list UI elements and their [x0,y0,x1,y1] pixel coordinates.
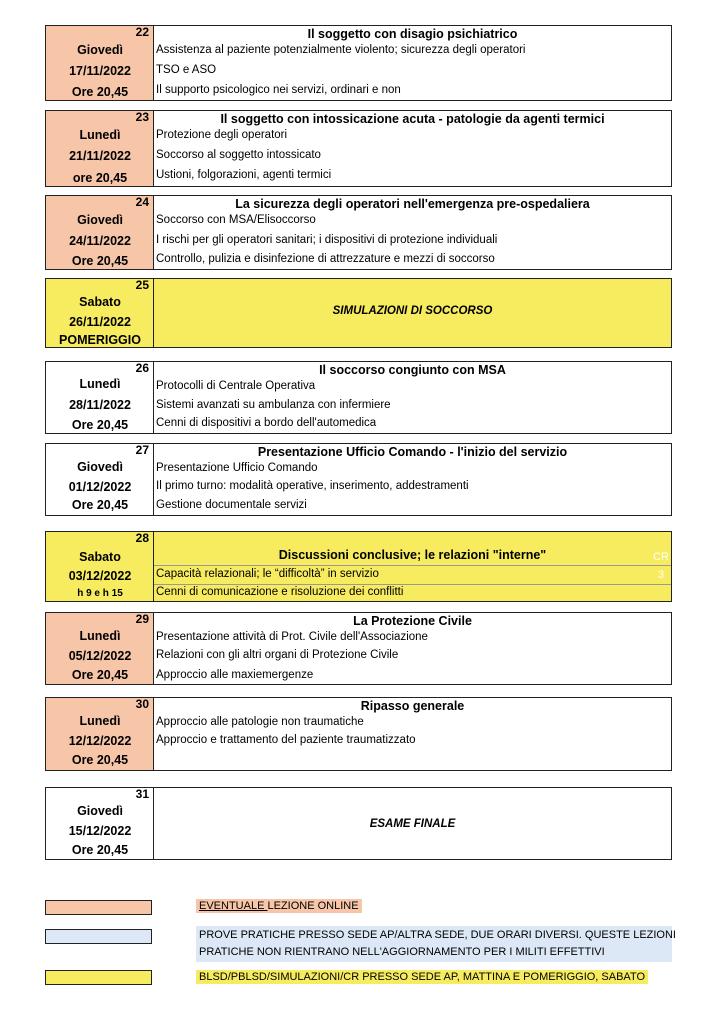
lesson-topic: Soccorso al soggetto intossicato [156,149,321,161]
lesson-topic: Il supporto psicologico nei servizi, ordinari e non [156,84,401,96]
lesson-topic: Approccio alle patologie non traumatiche [156,716,364,728]
lesson-block [45,531,672,602]
lesson-number: 22 [135,25,149,39]
lesson-date: 15/12/2022 [68,824,132,838]
lesson-time: Ore 20,45 [71,85,129,99]
lesson-date-cell [46,613,154,684]
row-divider [154,584,671,585]
lesson-day: Lunedì [79,128,121,142]
lesson-block [45,787,672,860]
lesson-topic: Soccorso con MSA/Elisoccorso [156,214,316,226]
legend-swatch-pratiche [45,929,152,944]
lesson-date: 21/11/2022 [69,149,131,163]
lesson-block [45,443,672,516]
lesson-time: ore 20,45 [72,171,128,185]
legend-swatch-online [45,900,152,915]
lesson-title: La sicurezza degli operatori nell'emergenza pre-ospedaliera [235,197,590,211]
row-divider [154,565,671,566]
lesson-date-cell [46,698,154,770]
lesson-number: 24 [135,195,149,209]
legend-online-label [196,899,362,913]
lesson-date-cell [46,362,154,433]
lesson-day: Sabato [79,295,121,309]
legend-blsd-label: BLSD/PBLSD/SIMULAZIONI/CR PRESSO SEDE AP, MATTINA E POMERIGGIO, SABATO [196,970,648,984]
lesson-topic: Approccio e trattamento del paziente traumatizzato [156,734,416,746]
lesson-topic: Protezione degli operatori [156,129,288,141]
lesson-title: La Protezione Civile [353,614,472,628]
lesson-title: Discussioni conclusive; le relazioni "interne" [278,548,547,562]
legend-online-text: LEZIONE ONLINE [267,900,359,912]
lesson-time: Ore 20,45 [71,753,129,767]
lesson-number: 23 [135,110,149,124]
lesson-topic: TSO e ASO [156,64,217,76]
lesson-day: Giovedì [77,43,123,57]
lesson-block [45,195,672,270]
lesson-topic: Approccio alle maxiemergenze [156,669,314,681]
lesson-topic: Relazioni con gli altri organi di Protezione Civile [156,649,399,661]
lesson-topic: Presentazione attività di Prot. Civile dell'Associazione [156,631,428,643]
lesson-topic: Presentazione Ufficio Comando [156,462,318,474]
lesson-date-cell [46,532,154,601]
lesson-block [45,278,672,348]
lesson-title: Il soggetto con intossicazione acuta - patologie da agenti termici [220,112,605,126]
lesson-topic: Protocolli di Centrale Operativa [156,380,316,392]
lesson-time: Ore 20,45 [71,254,129,268]
lesson-topic: I rischi per gli operatori sanitari; i dispositivi di protezione individuali [156,234,498,246]
legend-pratiche-label [196,926,676,962]
lesson-date: 01/12/2022 [68,480,132,494]
lesson-time: Ore 20,45 [71,843,129,857]
legend-online-underlined: EVENTUALE [199,900,268,912]
lesson-day: Lunedì [79,714,121,728]
lesson-topic: Cenni di dispositivi a bordo dell'automedica [156,417,377,429]
lesson-number: 31 [135,787,149,801]
lesson-title: Il soccorso congiunto con MSA [319,363,506,377]
lesson-date: 05/12/2022 [68,649,132,663]
lesson-date-cell [46,111,154,186]
lesson-title: Il soggetto con disagio psichiatrico [307,27,518,41]
lesson-date: 28/11/2022 [69,398,131,412]
lesson-day: Giovedì [77,213,123,227]
lesson-day: Lunedì [79,377,121,391]
lesson-day: Lunedì [79,629,121,643]
legend-swatch-blsd [45,970,152,985]
lesson-day: Giovedì [77,460,123,474]
lesson-time: h 9 e h 15 [77,588,123,599]
lesson-block [45,110,672,187]
lesson-date: 24/11/2022 [69,234,131,248]
legend-pratiche-line1: PROVE PRATICHE PRESSO SEDE AP/ALTRA SEDE, DUE ORARI DIVERSI. QUESTE LEZIONI [199,929,676,941]
lesson-title: Ripasso generale [360,699,465,713]
lesson-time: Ore 20,45 [71,668,129,682]
lesson-number: 29 [135,612,149,626]
legend-pratiche-line2: PRATICHE NON RIENTRANO NELL'AGGIORNAMENTO PER I MILITI EFFETTIVI [199,946,605,958]
lesson-topic: Assistenza al paziente potenzialmente violento; sicurezza degli operatori [156,44,526,56]
lesson-topic: Ustioni, folgorazioni, agenti termici [156,169,332,181]
lesson-number: 30 [135,697,149,711]
lesson-block [45,612,672,685]
lesson-time: POMERIGGIO [59,333,141,347]
lesson-date-cell [46,279,154,347]
lesson-title: ESAME FINALE [369,818,456,830]
lesson-topic: Sistemi avanzati su ambulanza con infermiere [156,399,391,411]
lesson-topic: Gestione documentale servizi [156,499,307,511]
lesson-number: 25 [135,278,149,292]
lesson-block [45,361,672,434]
lesson-number: 26 [135,361,149,375]
lesson-block [45,697,672,771]
cr-number: 3 [657,569,665,581]
lesson-date: 03/12/2022 [68,569,132,583]
lesson-day: Giovedì [77,804,123,818]
lesson-day: Sabato [79,550,121,564]
lesson-date: 12/12/2022 [68,734,132,748]
lesson-block [45,25,672,101]
lesson-topic: Capacità relazionali; le “difficoltà” in servizio [156,568,379,580]
lesson-number: 28 [135,531,149,545]
lesson-topic: Controllo, pulizia e disinfezione di attrezzature e mezzi di soccorso [156,253,495,265]
cr-label: CR [653,551,669,563]
lesson-date-cell [46,788,154,859]
lesson-date-cell [46,444,154,515]
lesson-title: SIMULAZIONI DI SOCCORSO [332,305,493,317]
lesson-date: 17/11/2022 [69,64,131,78]
lesson-time: Ore 20,45 [71,498,129,512]
lesson-topic: Il primo turno: modalità operative, inserimento, addestramenti [156,480,469,492]
lesson-date-cell [46,26,154,100]
lesson-date: 26/11/2022 [69,315,131,329]
lesson-time: Ore 20,45 [71,418,129,432]
lesson-number: 27 [135,443,149,457]
lesson-topic: Cenni di comunicazione e risoluzione dei conflitti [156,586,404,598]
lesson-date-cell [46,196,154,269]
lesson-title: Presentazione Ufficio Comando - l'inizio del servizio [257,445,568,459]
